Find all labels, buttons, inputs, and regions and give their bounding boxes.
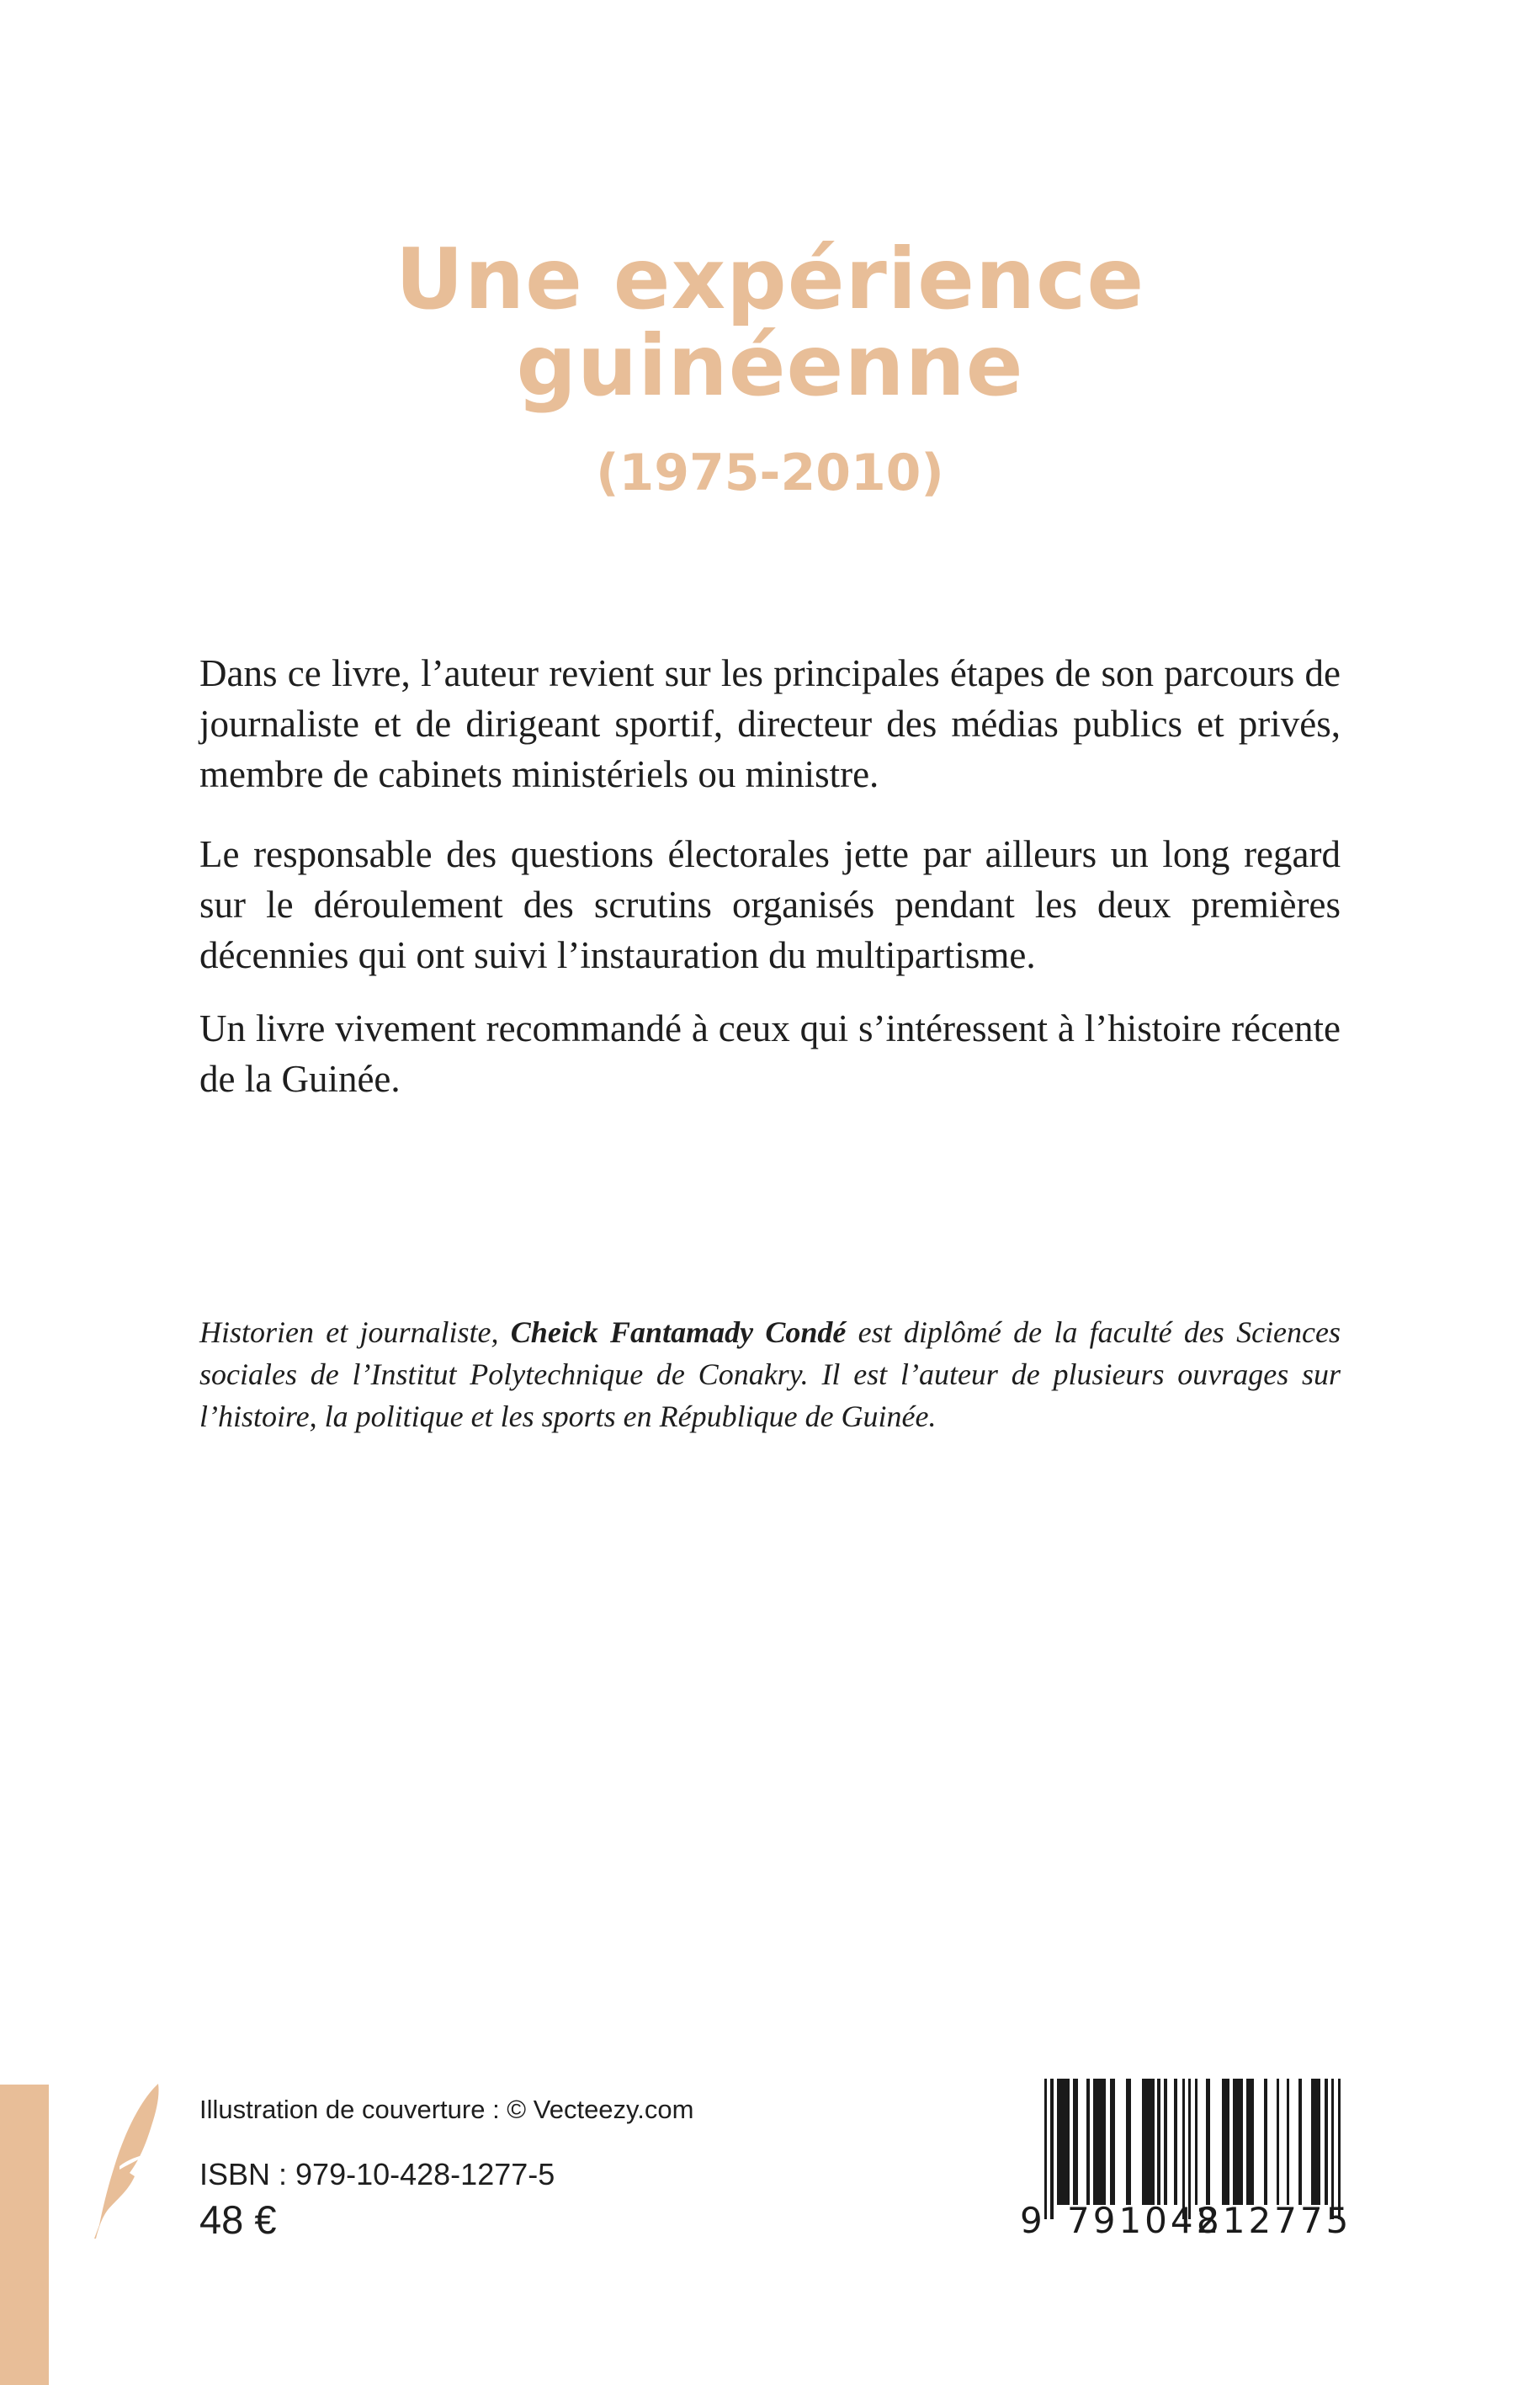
- barcode-space: [1115, 2079, 1126, 2080]
- author-name: Cheick Fantamady Condé: [510, 1315, 847, 1349]
- accent-side-bar: [0, 2085, 49, 2385]
- book-title-line-1: Une expérience: [395, 230, 1145, 328]
- isbn-barcode: [1010, 2075, 1352, 2244]
- barcode-space: [1167, 2079, 1175, 2080]
- barcode-bar: [1182, 2079, 1185, 2219]
- barcode-space: [1254, 2079, 1265, 2080]
- barcode-bar: [1222, 2079, 1229, 2205]
- author-bio: [199, 1311, 1341, 1437]
- author-bio-rest: est diplômé de la faculté des Sciences sociales de l’Institut Polytechnique de Conakry. Il est l’auteur de plusieurs ouvrages sur l’histoire, la politique et les sports en République de Guinée.: [199, 1315, 1341, 1433]
- barcode-space: [1289, 2079, 1298, 2080]
- barcode-bar: [1325, 2079, 1328, 2205]
- illustration-credit: Illustration de couverture : © Vecteezy.com: [199, 2095, 694, 2124]
- barcode-bar: [1142, 2079, 1155, 2205]
- barcode-digits-left: 791042: [1067, 2200, 1223, 2241]
- barcode-bar: [1277, 2079, 1279, 2205]
- barcode-space: [1197, 2079, 1207, 2080]
- barcode-bar: [1126, 2079, 1131, 2205]
- barcode-bar: [1110, 2079, 1115, 2205]
- barcode-space: [1279, 2079, 1287, 2080]
- barcode-space: [1078, 2079, 1086, 2080]
- description-paragraph-3: Un livre vivement recommandé à ceux qui s’intéressent à l’histoire récente de la Guinée.: [199, 1007, 1341, 1100]
- book-title-line-2: guinéenne: [516, 316, 1024, 415]
- barcode-bar: [1338, 2079, 1341, 2219]
- description-paragraph-2: Le responsable des questions électorales jette par ailleurs un long regard sur le déroulement des scrutins organisés pendant les deux premières décennies qui ont suivi l’instauration du multipartisme.: [199, 833, 1341, 976]
- barcode-bar: [1157, 2079, 1160, 2205]
- barcode-bars: [1044, 2079, 1341, 2219]
- barcode-bar: [1246, 2079, 1254, 2205]
- barcode-bar: [1188, 2079, 1191, 2219]
- barcode-bar: [1206, 2079, 1209, 2205]
- barcode-bar: [1195, 2079, 1197, 2205]
- barcode-bar: [1287, 2079, 1289, 2205]
- barcode-bar: [1331, 2079, 1334, 2219]
- barcode-bar: [1086, 2079, 1090, 2205]
- barcode-bar: [1050, 2079, 1053, 2219]
- barcode-digit-first: 9: [1020, 2200, 1043, 2241]
- barcode-space: [1267, 2079, 1277, 2080]
- barcode-bar: [1164, 2079, 1166, 2205]
- isbn: ISBN : 979-10-428-1277-5: [199, 2157, 555, 2191]
- barcode-bar: [1073, 2079, 1078, 2205]
- barcode-space: [1131, 2079, 1142, 2080]
- barcode-bar: [1311, 2079, 1321, 2205]
- barcode-digits-right: 812775: [1197, 2200, 1352, 2241]
- price: 48 €: [199, 2197, 277, 2242]
- feather-icon: [91, 2082, 162, 2239]
- barcode-bar: [1044, 2079, 1047, 2219]
- author-bio-intro: Historien et journaliste,: [199, 1315, 511, 1349]
- barcode-space: [1302, 2079, 1311, 2080]
- barcode-bar: [1174, 2079, 1177, 2205]
- barcode-space: [1210, 2079, 1223, 2080]
- barcode-bar: [1057, 2079, 1070, 2205]
- barcode-bar: [1233, 2079, 1243, 2205]
- book-subtitle-years: (1975-2010): [596, 444, 944, 502]
- barcode-bar: [1093, 2079, 1106, 2205]
- description-paragraph-1: Dans ce livre, l’auteur revient sur les principales étapes de son parcours de journaliste et de dirigeant sportif, directeur des médias publics et privés, membre de cabinets ministériels ou ministre.: [199, 652, 1341, 795]
- barcode-bar: [1264, 2079, 1267, 2205]
- barcode-bar: [1298, 2079, 1302, 2205]
